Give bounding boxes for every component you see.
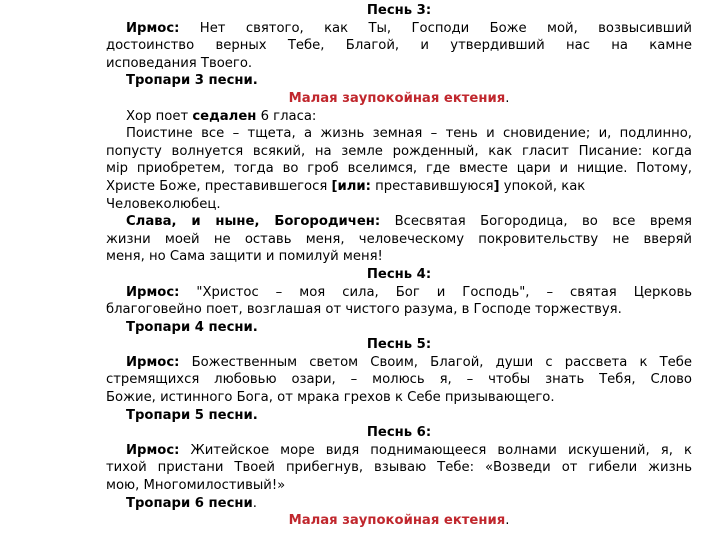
text-line: [106, 319, 692, 337]
text-line: [106, 178, 692, 196]
text-segment: Божие, истинного Бога, от мрака грехов к Себе призывающего.: [106, 390, 555, 406]
text-segment: Нет святого, как Ты, Господи Боже мой, возвысивший: [179, 20, 692, 36]
text-segment: .: [252, 495, 257, 511]
text-segment: Поистине все – тщета, а жизнь земная – тень и сновидение; и, подлинно,: [126, 126, 692, 142]
justified-text-line: [106, 459, 692, 477]
text-segment: жизни моей не оставь меня, человеческому покровительству не вверяй: [106, 231, 692, 247]
justified-text-line: [106, 213, 692, 231]
text-line: [106, 407, 692, 425]
text-segment: Человеколюбец.: [106, 196, 221, 212]
bold-text-segment: Песнь 5:: [366, 337, 432, 353]
text-line: [106, 55, 692, 73]
text-segment: 6 гласа:: [256, 108, 317, 124]
centered-heading-line: [106, 90, 692, 108]
text-segment: Житейское море видя поднимающееся волнами искушений, я, к: [179, 442, 692, 458]
text-segment: "Христос – моя сила, Бог и Господь", – святая Церковь: [179, 284, 692, 300]
justified-text-line: [106, 20, 692, 38]
service-text: [106, 2, 692, 530]
text-segment: тихой пристани Твоей прибегнув, взываю Тебе: «Возведи от гибели жизнь: [106, 460, 692, 476]
justified-text-line: [106, 442, 692, 460]
text-segment: Хор поет: [126, 108, 193, 124]
text-line: [106, 248, 692, 266]
centered-heading-line: [106, 2, 692, 20]
bold-text-segment: Ирмос:: [126, 442, 180, 458]
red-heading-text: Малая заупокойная ектения: [288, 513, 506, 529]
text-segment: .: [505, 513, 510, 529]
justified-text-line: [106, 231, 692, 249]
text-segment: Всесвятая Богородица, во все время: [380, 214, 692, 230]
bold-text-segment: Ирмос:: [126, 20, 180, 36]
bold-text-segment: Тропари 5 песни.: [126, 407, 258, 423]
text-line: [106, 196, 692, 214]
text-segment: Божественным светом Своим, Благой, души с рассвета к Тебе: [179, 354, 692, 370]
centered-heading-line: [106, 424, 692, 442]
justified-text-line: [106, 371, 692, 389]
text-line: [106, 495, 692, 513]
text-segment: Христе Боже, преставившегося: [106, 178, 332, 194]
text-segment: меня, но Сама защити и помилуй меня!: [106, 249, 383, 265]
text-segment: благоговейно поет, возглашая от чистого разума, в Господе торжествуя.: [106, 302, 622, 318]
text-line: [106, 72, 692, 90]
text-segment: упокой, как: [499, 178, 586, 194]
text-segment: мiр приобретем, тогда во гроб вселимся, где вместе цари и нищие. Потому,: [106, 161, 692, 177]
justified-text-line: [106, 37, 692, 55]
text-segment: мою, Многомилостивый!»: [106, 478, 286, 494]
red-heading-text: Малая заупокойная ектения: [288, 90, 506, 106]
text-segment: достоинство верных Тебе, Благой, и утвердивший нас на камне: [106, 38, 692, 54]
justified-text-line: [106, 125, 692, 143]
text-segment: исповедания Твоего.: [106, 55, 253, 71]
text-segment: попусту волнуется всякий, на земле рожденный, как гласит Писание: когда: [106, 143, 692, 159]
justified-text-line: [106, 143, 692, 161]
bold-text-segment: Песнь 4:: [366, 266, 432, 282]
text-segment: стремящихся любовью озари, – молюсь я, – чтобы знать Тебя, Слово: [106, 372, 692, 388]
centered-heading-line: [106, 512, 692, 530]
justified-text-line: [106, 284, 692, 302]
bold-text-segment: Тропари 3 песни.: [126, 73, 258, 89]
text-line: [106, 301, 692, 319]
centered-heading-line: [106, 266, 692, 284]
justified-text-line: [106, 354, 692, 372]
bold-text-segment: Тропари 4 песни.: [126, 319, 258, 335]
bold-text-segment: Ирмос:: [126, 284, 180, 300]
bold-text-segment: Песнь 6:: [366, 425, 432, 441]
centered-heading-line: [106, 336, 692, 354]
bold-text-segment: ]: [493, 178, 500, 194]
bold-text-segment: Ирмос:: [126, 354, 180, 370]
text-segment: преставившуюся: [370, 178, 494, 194]
text-line: [106, 477, 692, 495]
text-segment: .: [505, 90, 510, 106]
text-line: [106, 108, 692, 126]
bold-text-segment: Тропари 6 песни: [126, 495, 253, 511]
bold-text-segment: седален: [192, 108, 257, 124]
bold-text-segment: [или:: [331, 178, 371, 194]
text-line: [106, 389, 692, 407]
bold-text-segment: Песнь 3:: [366, 3, 432, 18]
bold-text-segment: Слава, и ныне, Богородичен:: [126, 214, 381, 230]
justified-text-line: [106, 160, 692, 178]
